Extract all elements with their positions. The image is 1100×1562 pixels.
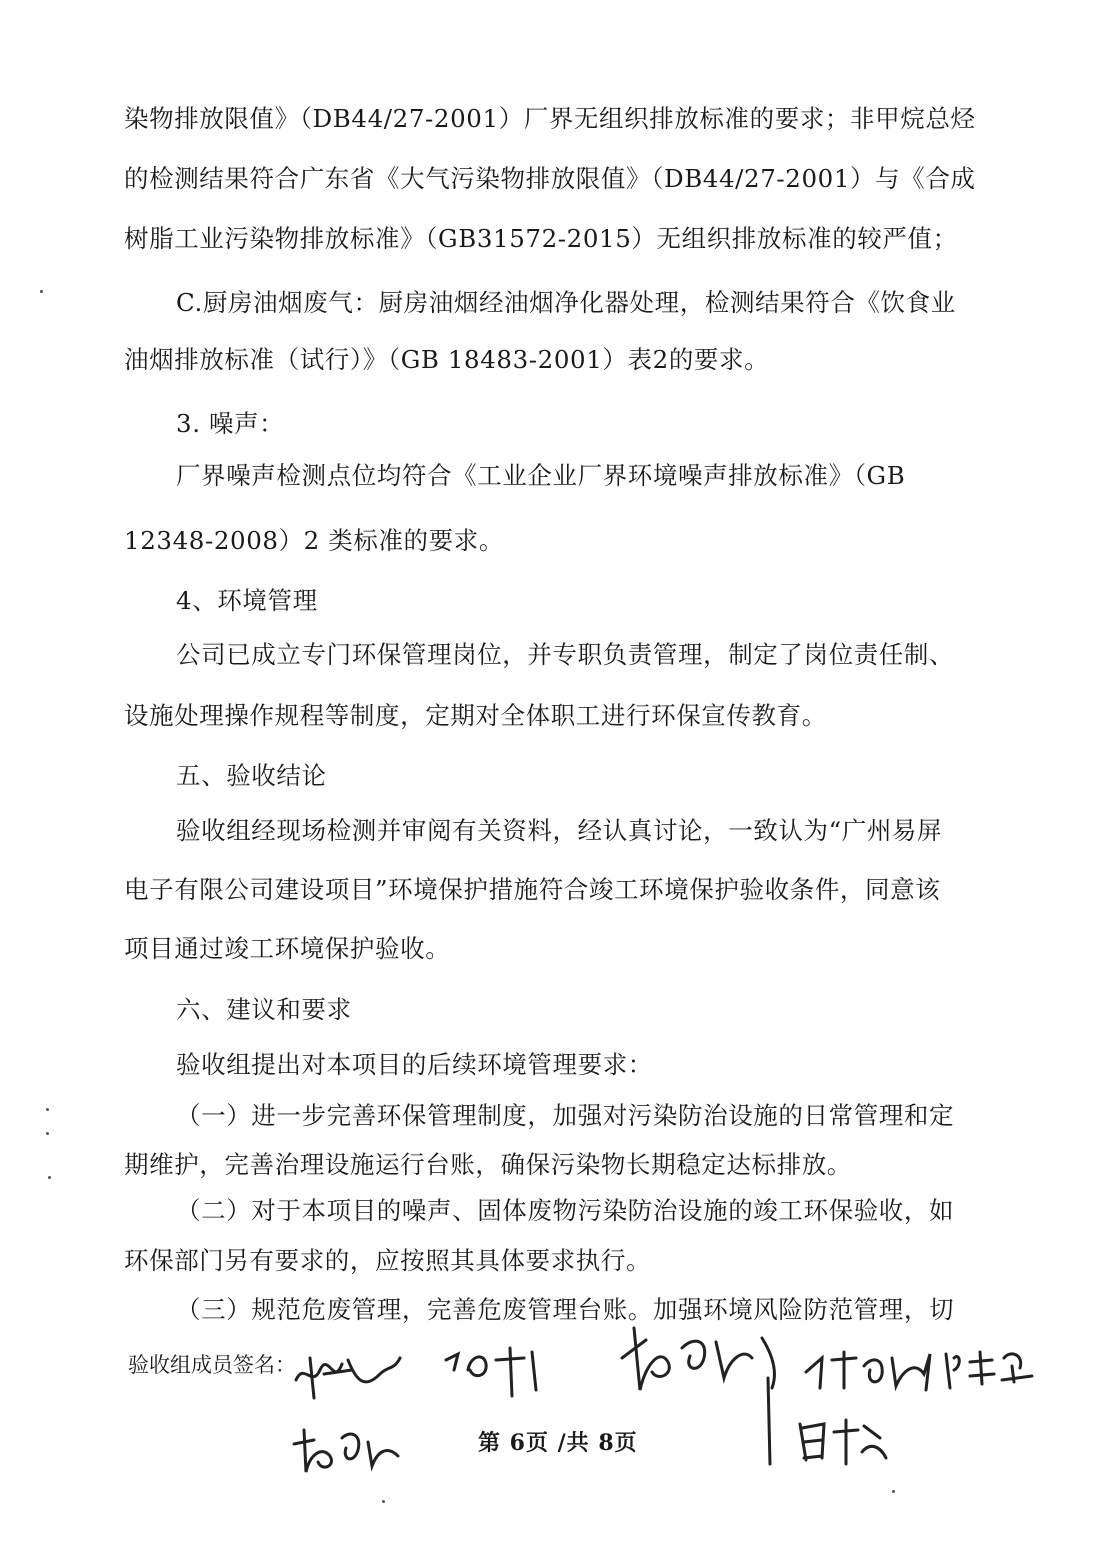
section-heading-noise: 3. 噪声： [176, 409, 285, 438]
signature-label: 验收组成员签名： [128, 1353, 296, 1377]
section-heading-suggestions: 六、建议和要求 [176, 995, 352, 1024]
body-line-10: 公司已成立专门环保管理岗位，并专职负责管理，制定了岗位责任制、 [176, 640, 955, 669]
scan-speck [40, 290, 43, 293]
body-line-7: 厂界噪声检测点位均符合《工业企业厂界环境噪声排放标准》（GB [176, 461, 906, 490]
section-heading-conclusion: 五、验收结论 [176, 761, 327, 790]
body-line-8: 12348-2008）2 类标准的要求。 [124, 526, 504, 555]
scan-speck [892, 1490, 895, 1493]
body-line-17: 验收组提出对本项目的后续环境管理要求： [176, 1050, 653, 1079]
body-line-1: 染物排放限值》（DB44/27-2001）厂界无组织排放标准的要求；非甲烷总烃 [124, 104, 976, 133]
signature-1 [290, 1340, 410, 1410]
signature-3 [612, 1318, 792, 1468]
signature-4 [800, 1346, 940, 1396]
signature-7 [792, 1412, 892, 1472]
body-line-14: 电子有限公司建设项目”环境保护措施符合竣工环境保护验收条件，同意该 [124, 875, 941, 904]
body-line-13: 验收组经现场检测并审阅有关资料，经认真讨论，一致认为“广州易屏 [176, 816, 943, 845]
body-line-15: 项目通过竣工环境保护验收。 [124, 934, 451, 963]
signature-5 [940, 1344, 1040, 1394]
signature-2 [440, 1340, 560, 1400]
body-line-19: 期维护，完善治理设施运行台账，确保污染物长期稳定达标排放。 [124, 1150, 852, 1179]
body-line-2: 的检测结果符合广东省《大气污染物排放限值》（DB44/27-2001）与《合成 [124, 164, 976, 193]
signature-6 [288, 1420, 408, 1480]
scan-speck [46, 1108, 49, 1111]
section-heading-management: 4、环境管理 [176, 586, 318, 615]
body-line-20: （二）对于本项目的噪声、固体废物污染防治设施的竣工环保验收，如 [176, 1196, 955, 1225]
body-line-5: 油烟排放标准（试行）》（GB 18483-2001）表2的要求。 [124, 345, 770, 374]
body-line-3: 树脂工业污染物排放标准》（GB31572-2015）无组织排放标准的较严值； [124, 224, 958, 253]
scan-speck [48, 1176, 51, 1179]
body-line-21: 环保部门另有要求的，应按照其具体要求执行。 [124, 1246, 652, 1275]
body-line-4: C.厨房油烟废气：厨房油烟经油烟净化器处理，检测结果符合《饮食业 [176, 288, 956, 317]
page-number: 第 6页 /共 8页 [478, 1430, 638, 1456]
scan-speck [382, 1500, 385, 1503]
scan-speck [46, 1132, 49, 1135]
body-line-18: （一）进一步完善环保管理制度，加强对污染防治设施的日常管理和定 [176, 1101, 955, 1130]
body-line-22: （三）规范危废管理，完善危废管理台账。加强环境风险防范管理，切 [176, 1295, 955, 1324]
body-line-11: 设施处理操作规程等制度，定期对全体职工进行环保宣传教育。 [124, 701, 827, 730]
